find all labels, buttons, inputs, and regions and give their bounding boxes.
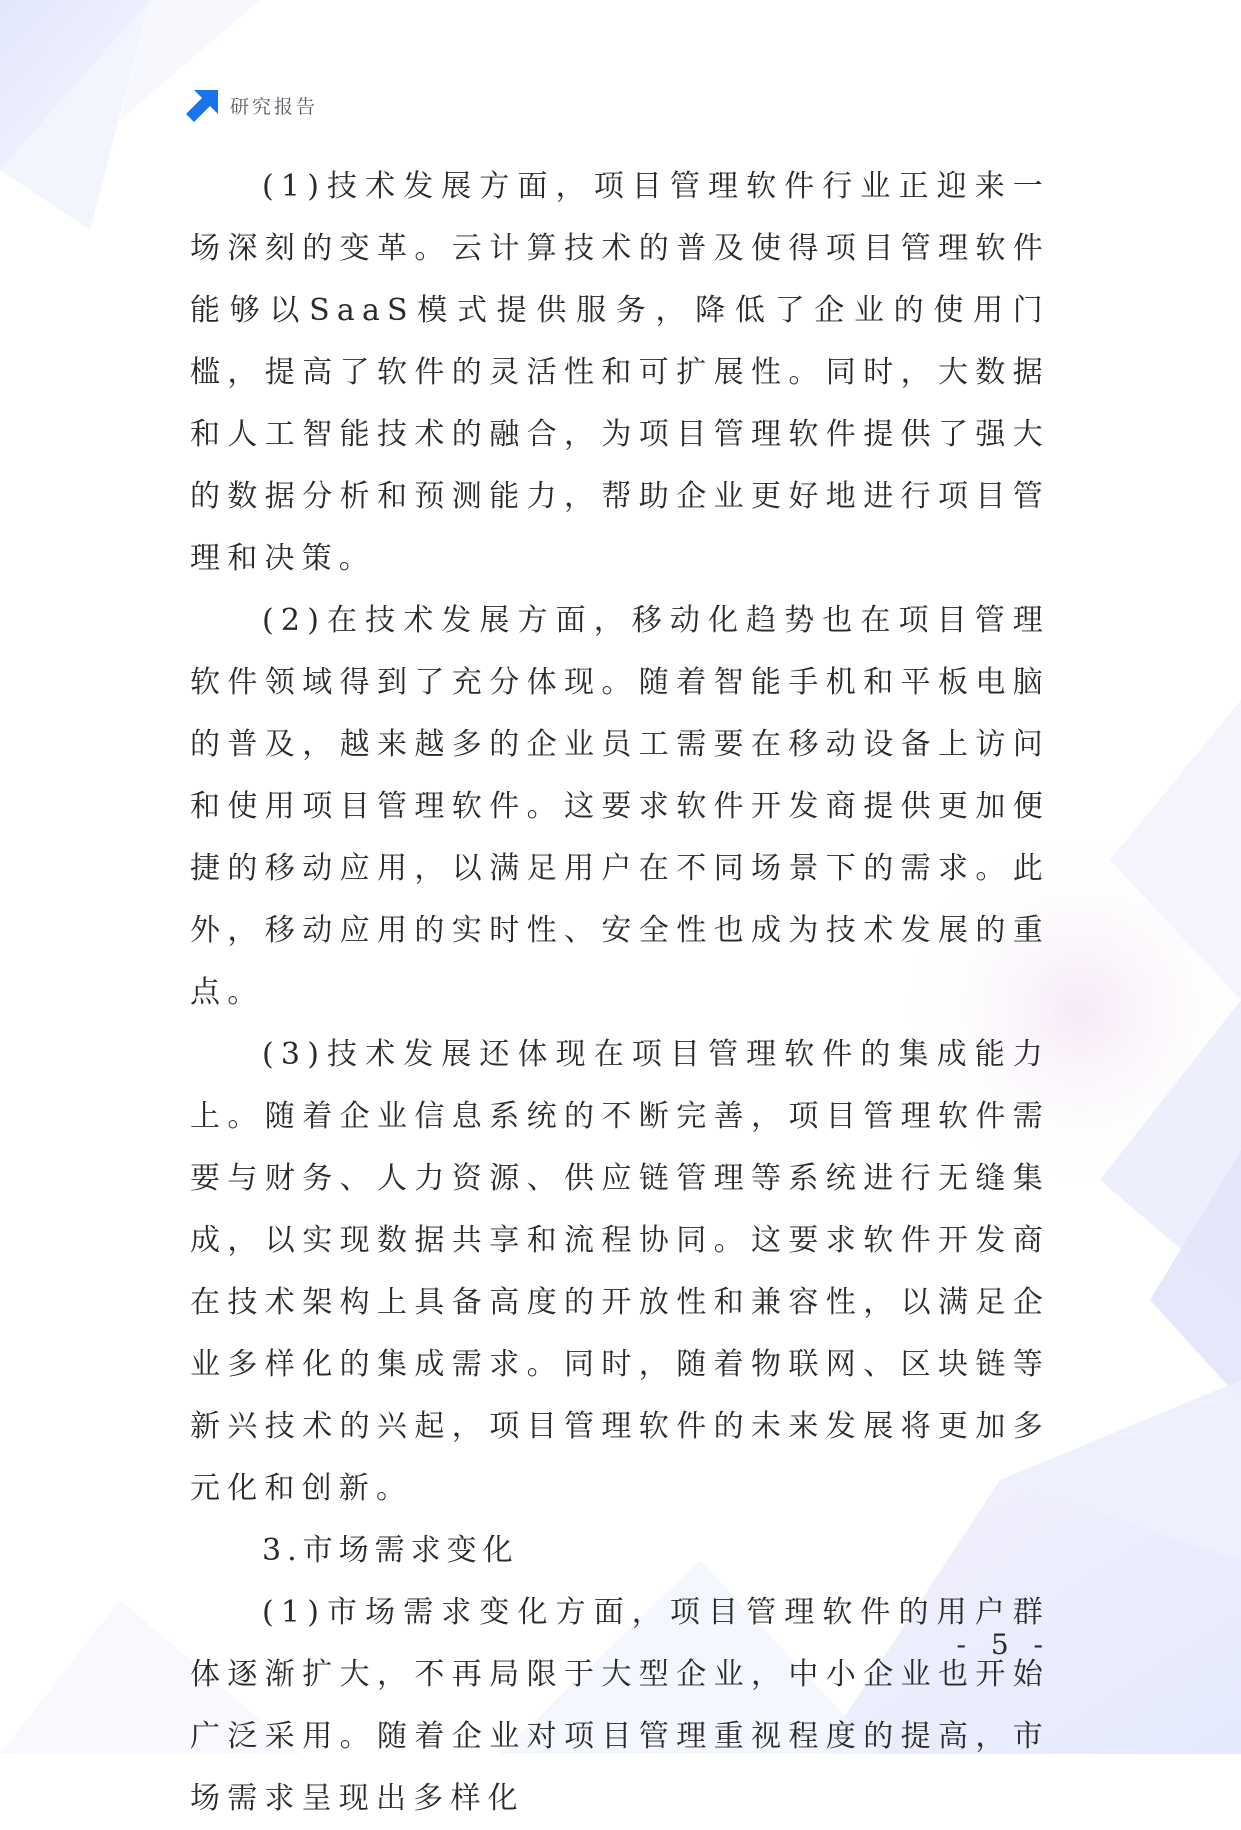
header-title: 研究报告	[230, 95, 319, 118]
page-number: - 5 -	[956, 1628, 1051, 1661]
paragraph-3: (3)技术发展还体现在项目管理软件的集成能力上。随着企业信息系统的不断完善，项目管理软件需要与财务、人力资源、供应链管理等系统进行无缝集成，以实现数据共享和流程协同。这要求软件开发商在技术架构上具备高度的开放性和兼容性，以满足企业多样化的集成需求。同时，随着物联网、区块链等新兴技术的兴起，项目管理软件的未来发展将更加多元化和创新。	[190, 1037, 1050, 1506]
paragraph-2: (2)在技术发展方面，移动化趋势也在项目管理软件领域得到了充分体现。随着智能手机和平板电脑的普及，越来越多的企业员工需要在移动设备上访问和使用项目管理软件。这要求软件开发商提供更加便捷的移动应用，以满足用户在不同场景下的需求。此外，移动应用的实时性、安全性也成为技术发展的重点。	[190, 603, 1050, 1010]
paragraph-4: (1)市场需求变化方面，项目管理软件的用户群体逐渐扩大，不再局限于大型企业，中小企业也开始广泛采用。随着企业对项目管理重视程度的提高，市场需求呈现出多样化	[190, 1595, 1050, 1816]
section-heading: 3.市场需求变化	[262, 1533, 519, 1568]
document-body	[190, 156, 1050, 1830]
arrow-up-right-icon	[186, 88, 220, 122]
report-header	[186, 88, 318, 122]
paragraph-1: (1)技术发展方面，项目管理软件行业正迎来一场深刻的变革。云计算技术的普及使得项目管理软件能够以SaaS模式提供服务，降低了企业的使用门槛，提高了软件的灵活性和可扩展性。同时，大数据和人工智能技术的融合，为项目管理软件提供了强大的数据分析和预测能力，帮助企业更好地进行项目管理和决策。	[190, 169, 1050, 576]
